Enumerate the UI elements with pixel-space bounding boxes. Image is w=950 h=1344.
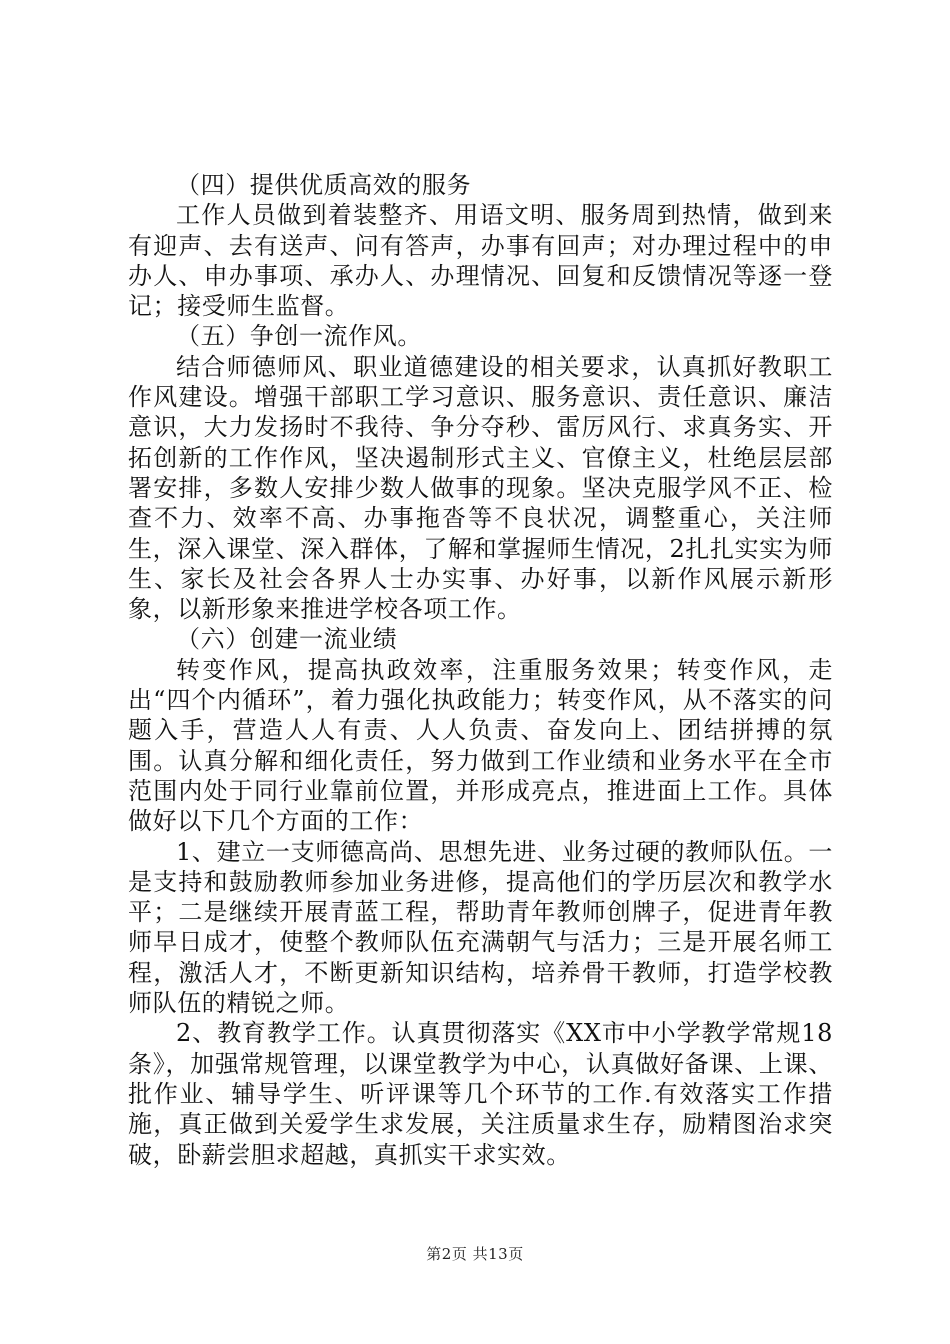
paragraph-performance: 转变作风，提高执政效率，注重服务效果；转变作风，走出“四个内循环”，着力强化执政能力；转变作风，从不落实的问题入手，营造人人有责、人人负责、奋发向上、团结拼搏的氛围。认真分解和细化责任，努力做到工作业绩和业务水平在全市范围内处于同行业靠前位置，并形成亮点，推进面上工作。具体做好以下几个方面的工作： <box>128 655 833 836</box>
paragraph-work-style: 结合师德师风、职业道德建设的相关要求，认真抓好教职工作风建设。增强干部职工学习意识、服务意识、责任意识、廉洁意识，大力发扬时不我待、争分夺秒、雷厉风行、求真务实、开拓创新的工作作风，坚决遏制形式主义、官僚主义，杜绝层层部署安排，多数人安排少数人做事的现象。坚决克服学风不正、检查不力、效率不高、办事拖沓等不良状况，调整重心，关注师生，深入课堂、深入群体，了解和掌握师生情况，2扎扎实实为师生、家长及社会各界人士办实事、办好事，以新作风展示新形象，以新形象来推进学校各项工作。 <box>128 352 833 624</box>
paragraph-service: 工作人员做到着装整齐、用语文明、服务周到热情，做到来有迎声、去有送声、问有答声，办事有回声；对办理过程中的申办人、申办事项、承办人、办理情况、回复和反馈情况等逐一登记；接受师生监督。 <box>128 201 833 321</box>
paragraph-item-2: 2、教育教学工作。认真贯彻落实《XX市中小学教学常规18条》，加强常规管理，以课堂教学为中心，认真做好备课、上课、批作业、辅导学生、听评课等几个环节的工作.有效落实工作措施，真正做到关爱学生求发展，关注质量求生存，励精图治求突破，卧薪尝胆求超越，真抓实干求实效。 <box>128 1019 833 1169</box>
section-heading-4: （四）提供优质高效的服务 <box>176 171 472 199</box>
paragraph-item-1: 1、建立一支师德高尚、思想先进、业务过硬的教师队伍。一是支持和鼓励教师参加业务进修，提高他们的学历层次和教学水平；二是继续开展青蓝工程，帮助青年教师创牌子，促进青年教师早日成才，使整个教师队伍充满朝气与活力；三是开展名师工程，激活人才，不断更新知识结构，培养骨干教师，打造学校教师队伍的精锐之师。 <box>128 837 833 1018</box>
section-heading-5: （五）争创一流作风。 <box>176 322 422 351</box>
document-body <box>128 170 833 1170</box>
section-heading-6: （六）创建一流业绩 <box>176 625 398 654</box>
page-number-footer: 第2页 共13页 <box>426 1245 524 1263</box>
